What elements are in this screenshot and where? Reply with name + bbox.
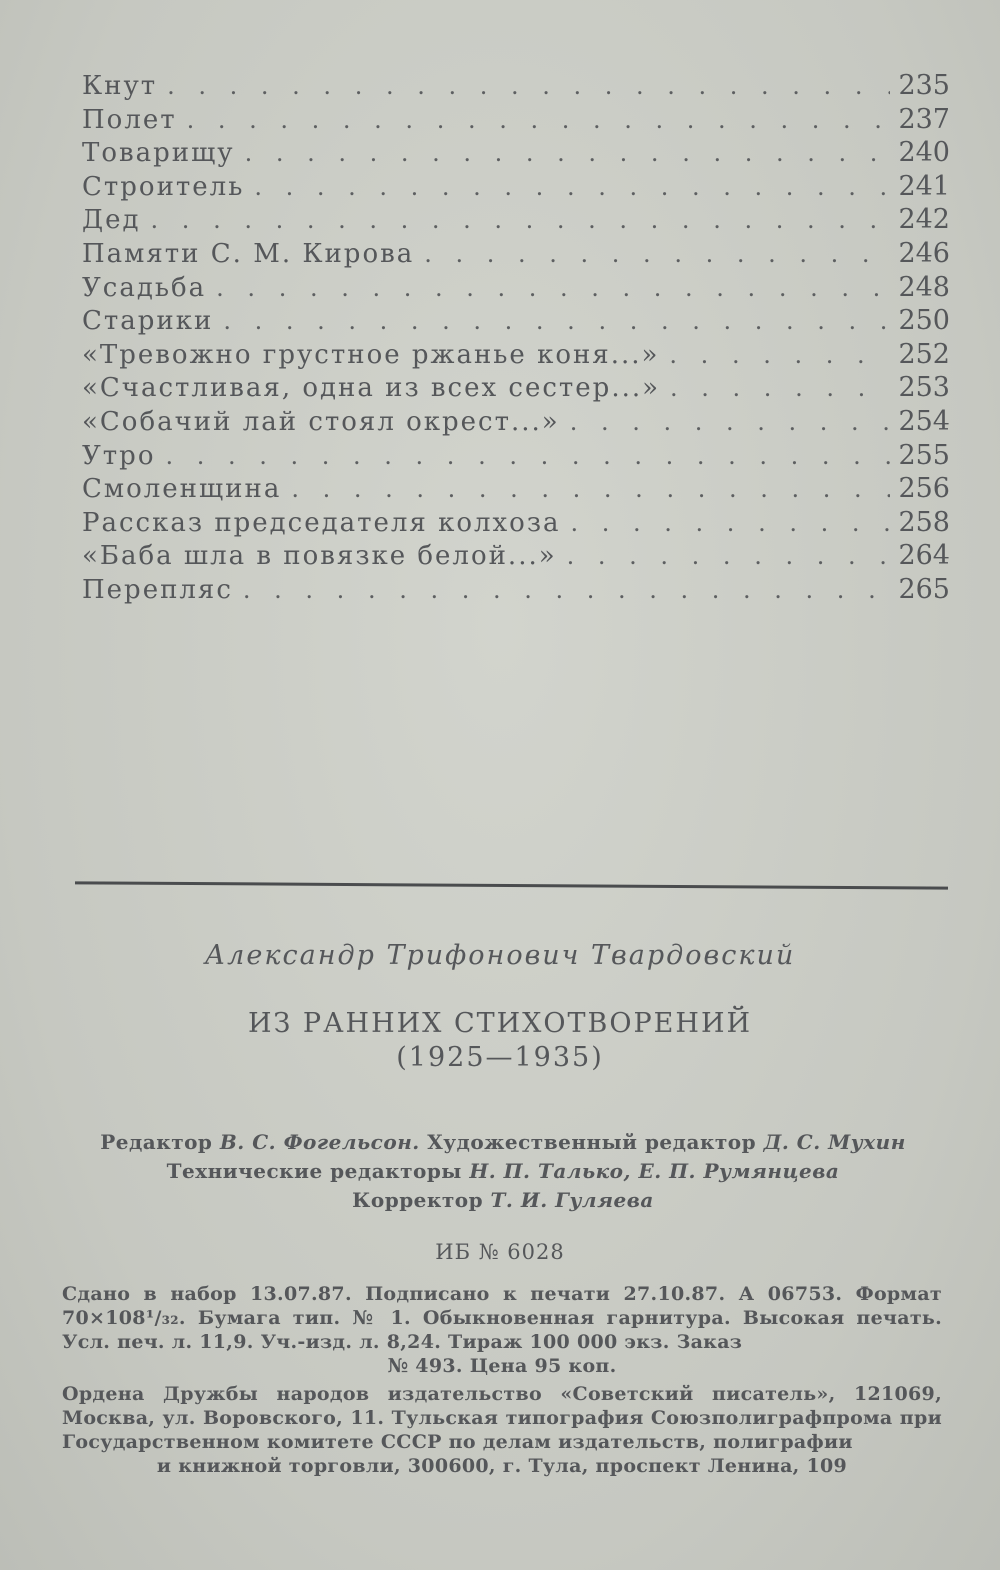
art-editor-label: Художественный редактор bbox=[427, 1130, 757, 1154]
toc-entry-title: Товарищу bbox=[82, 138, 235, 169]
horizontal-rule bbox=[75, 881, 948, 889]
book-years: (1925—1935) bbox=[396, 1042, 604, 1073]
toc-entry-title: Перепляс bbox=[82, 574, 233, 605]
toc-dot-leader bbox=[291, 475, 890, 503]
toc-entry bbox=[82, 238, 950, 272]
table-of-contents bbox=[82, 70, 950, 608]
toc-entry bbox=[82, 137, 950, 171]
credits-line-3 bbox=[88, 1186, 918, 1215]
author-name: Александр Трифонович Твардовский bbox=[204, 940, 796, 971]
toc-entry bbox=[82, 171, 950, 205]
book-title: ИЗ РАННИХ СТИХОТВОРЕНИЙ bbox=[247, 1008, 753, 1039]
toc-entry bbox=[82, 440, 950, 474]
imprint-print-details: Сдано в набор 13.07.87. Подписано к печати 27.10.87. А 06753. Формат 70×108¹/₃₂. Бумага тип. № 1. Обыкновенная гарнитура. Высокая печать. Усл. печ. л. 11,9. Уч.-изд. л. 8,24. Тираж 100 000 экз. Заказ bbox=[62, 1283, 942, 1353]
toc-entry-title: Утро bbox=[82, 440, 156, 471]
toc-entry-page: 265 bbox=[898, 573, 950, 605]
toc-entry bbox=[82, 406, 950, 440]
toc-entry-page: 235 bbox=[898, 70, 950, 101]
imprint-order-price: № 493. Цена 95 коп. bbox=[387, 1355, 617, 1377]
toc-dot-leader bbox=[187, 106, 890, 134]
toc-dot-leader bbox=[167, 72, 890, 100]
toc-entry bbox=[82, 507, 950, 541]
editor-label: Редактор bbox=[100, 1130, 213, 1154]
toc-entry bbox=[82, 104, 950, 138]
toc-entry-page: 246 bbox=[898, 237, 950, 269]
toc-dot-leader bbox=[216, 274, 890, 302]
corrector-label: Корректор bbox=[352, 1188, 484, 1212]
toc-entry-title: Усадьба bbox=[82, 272, 207, 303]
tech-editors-label: Технические редакторы bbox=[166, 1159, 462, 1183]
toc-entry bbox=[82, 70, 950, 104]
toc-entry-title: «Счастливая, одна из всех сестер...» bbox=[82, 373, 661, 404]
toc-entry-page: 258 bbox=[898, 506, 950, 538]
toc-entry-title: Кнут bbox=[82, 71, 158, 101]
toc-entry-title: Дед bbox=[82, 205, 141, 236]
toc-dot-leader bbox=[571, 509, 890, 537]
toc-entry-page: 237 bbox=[898, 103, 950, 135]
toc-entry-page: 253 bbox=[898, 372, 950, 404]
toc-entry bbox=[82, 372, 950, 406]
toc-dot-leader bbox=[670, 374, 890, 402]
toc-entry-page: 240 bbox=[898, 137, 950, 169]
tech-editors-names: Н. П. Талько, Е. П. Румянцева bbox=[469, 1159, 840, 1183]
toc-entry-page: 254 bbox=[898, 405, 950, 437]
toc-entry bbox=[82, 272, 950, 306]
toc-entry-page: 252 bbox=[898, 338, 950, 370]
toc-entry-title: «Собачий лай стоял окрест...» bbox=[82, 406, 560, 437]
art-editor-name: Д. С. Мухин bbox=[763, 1130, 906, 1154]
toc-entry-title: «Тревожно грустное ржанье коня...» bbox=[82, 339, 660, 370]
toc-entry-page: 241 bbox=[898, 170, 950, 202]
ib-number: ИБ № 6028 bbox=[435, 1240, 565, 1264]
toc-dot-leader bbox=[223, 307, 890, 335]
toc-dot-leader bbox=[570, 408, 890, 436]
toc-entry bbox=[82, 540, 950, 574]
toc-entry-title: Рассказ председателя колхоза bbox=[82, 507, 561, 538]
imprint-address: и книжной торговли, 300600, г. Тула, проспект Ленина, 109 bbox=[156, 1455, 848, 1477]
imprint bbox=[62, 1282, 942, 1478]
toc-entry bbox=[82, 574, 950, 608]
toc-dot-leader bbox=[424, 240, 890, 268]
editorial-credits bbox=[88, 1128, 918, 1215]
toc-dot-leader bbox=[567, 542, 890, 570]
toc-entry-title: Смоленщина bbox=[82, 474, 282, 505]
toc-entry bbox=[82, 339, 950, 373]
toc-dot-leader bbox=[245, 139, 890, 167]
toc-dot-leader bbox=[254, 173, 890, 201]
toc-entry-title: «Баба шла в повязке белой...» bbox=[82, 541, 557, 572]
toc-entry-title: Строитель bbox=[82, 171, 245, 202]
credits-line-1 bbox=[88, 1128, 918, 1157]
toc-dot-leader bbox=[165, 442, 890, 470]
toc-entry bbox=[82, 204, 950, 238]
editor-name: В. С. Фогельсон. bbox=[219, 1130, 420, 1154]
toc-entry bbox=[82, 473, 950, 507]
toc-entry-page: 248 bbox=[898, 271, 950, 303]
toc-entry bbox=[82, 305, 950, 339]
corrector-name: Т. И. Гуляева bbox=[490, 1188, 654, 1212]
toc-entry-title: Полет bbox=[82, 104, 177, 135]
toc-dot-leader bbox=[669, 341, 890, 369]
imprint-publisher: Ордена Дружбы народов издательство «Советский писатель», 121069, Москва, ул. Воровского, 11. Тульская типография Союзполиграфпрома при Государственном комитете СССР по делам издательств, полиграфии bbox=[62, 1383, 942, 1453]
toc-entry-page: 242 bbox=[898, 204, 950, 236]
toc-dot-leader bbox=[151, 206, 890, 234]
toc-entry-title: Памяти С. М. Кирова bbox=[82, 238, 415, 269]
toc-entry-title: Старики bbox=[82, 306, 214, 337]
toc-entry-page: 255 bbox=[898, 439, 950, 471]
toc-entry-page: 256 bbox=[898, 473, 950, 505]
toc-entry-page: 264 bbox=[898, 540, 950, 572]
toc-dot-leader bbox=[243, 576, 890, 604]
toc-entry-page: 250 bbox=[898, 305, 950, 337]
credits-line-2 bbox=[88, 1157, 918, 1186]
